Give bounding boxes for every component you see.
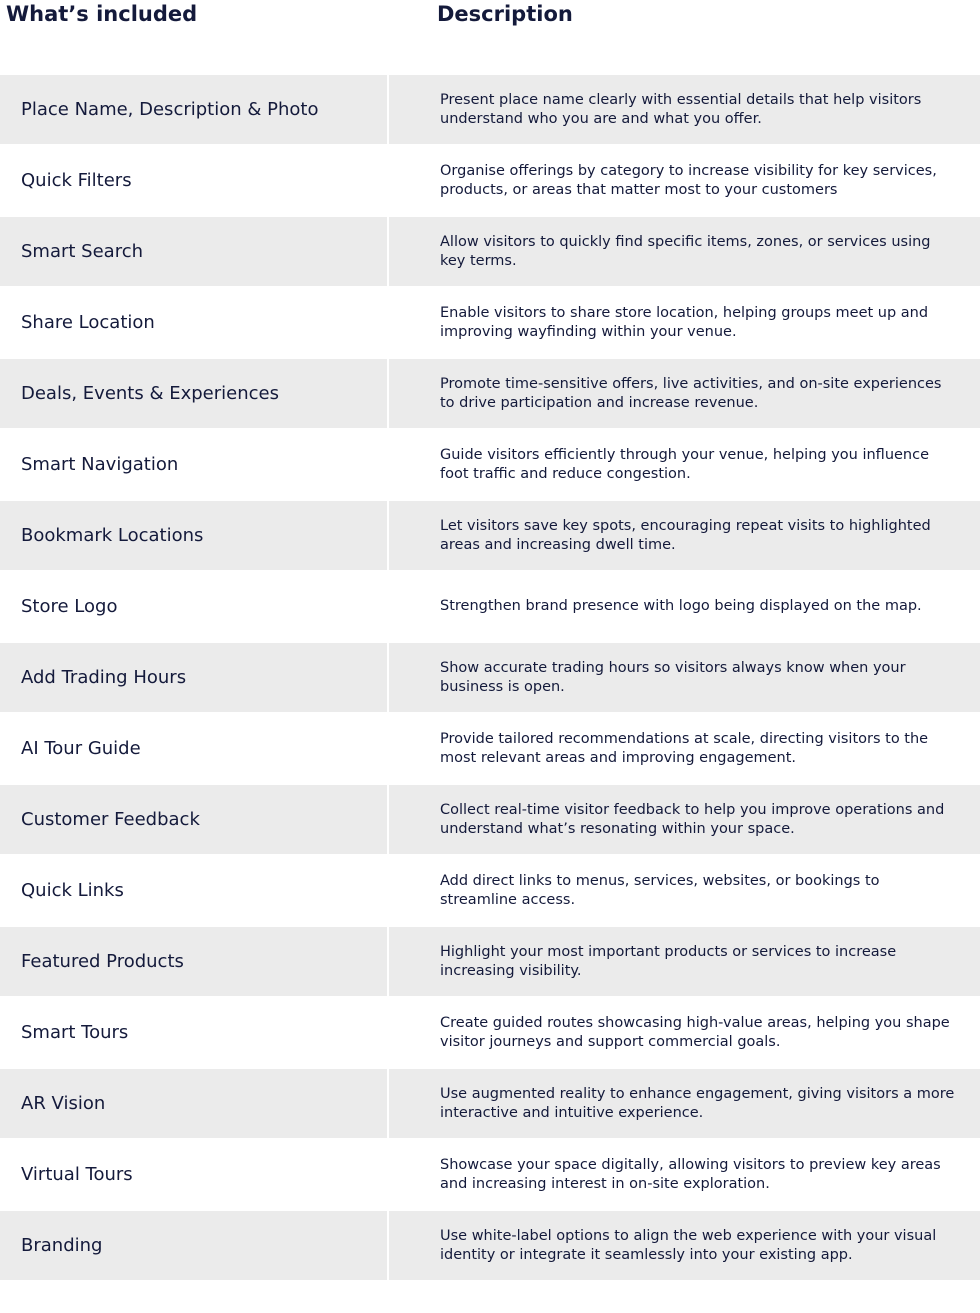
feature-name: Smart Search (21, 241, 144, 262)
feature-name: Store Logo (21, 596, 118, 617)
column-divider (387, 1211, 389, 1280)
column-header-description: Description (437, 2, 573, 26)
feature-name: Smart Tours (21, 1022, 129, 1043)
feature-description: Present place name clearly with essential details that help visitors understand who you are and what you offer. (440, 91, 922, 127)
column-divider (387, 643, 389, 712)
feature-name: Deals, Events & Experiences (21, 383, 279, 404)
table-row (0, 712, 980, 783)
feature-description: Use white-label options to align the web experience with your visual identity or integrate it seamlessly into your existing app. (440, 1227, 937, 1263)
column-divider (387, 288, 389, 357)
table-row (0, 1209, 980, 1280)
column-header-included: What’s included (6, 2, 198, 26)
table-row (0, 854, 980, 925)
table-row (0, 144, 980, 215)
feature-description: Create guided routes showcasing high-value areas, helping you shape visitor journeys and support commercial goals. (440, 1014, 950, 1050)
feature-name: Virtual Tours (21, 1164, 133, 1185)
table-row (0, 925, 980, 996)
column-divider (387, 785, 389, 854)
column-divider (387, 75, 389, 144)
column-divider (387, 430, 389, 499)
feature-description: Highlight your most important products or services to increase increasing visibility. (440, 943, 897, 979)
column-divider (387, 998, 389, 1067)
feature-name: Share Location (21, 312, 155, 333)
column-divider (387, 856, 389, 925)
column-divider (387, 146, 389, 215)
column-divider (387, 359, 389, 428)
feature-description: Provide tailored recommendations at scale, directing visitors to the most relevant areas and improving engagement. (440, 730, 929, 766)
table-row (0, 73, 980, 144)
feature-description: Add direct links to menus, services, websites, or bookings to streamline access. (440, 872, 880, 908)
feature-description: Showcase your space digitally, allowing visitors to preview key areas and increasing interest in on-site exploration. (440, 1156, 941, 1192)
feature-description: Use augmented reality to enhance engagement, giving visitors a more interactive and intuitive experience. (440, 1085, 955, 1121)
table-row (0, 783, 980, 854)
feature-name: Quick Filters (21, 170, 132, 191)
feature-description: Collect real-time visitor feedback to help you improve operations and understand what’s resonating within your space. (440, 801, 945, 837)
table-row (0, 357, 980, 428)
table-row (0, 641, 980, 712)
features-table (0, 73, 980, 1280)
feature-name: Customer Feedback (21, 809, 200, 830)
column-divider (387, 927, 389, 996)
feature-name: Quick Links (21, 880, 124, 901)
table-row (0, 286, 980, 357)
feature-description: Promote time-sensitive offers, live activities, and on-site experiences to drive participation and increase revenue. (440, 375, 942, 411)
feature-name: AR Vision (21, 1093, 106, 1114)
table-row (0, 215, 980, 286)
feature-description: Enable visitors to share store location, helping groups meet up and improving wayfinding within your venue. (440, 304, 929, 340)
table-row (0, 428, 980, 499)
table-row (0, 1067, 980, 1138)
table-row (0, 1138, 980, 1209)
column-divider (387, 714, 389, 783)
feature-name: Branding (21, 1235, 103, 1256)
table-header (0, 0, 980, 30)
column-divider (387, 217, 389, 286)
table-row (0, 499, 980, 570)
table-row (0, 996, 980, 1067)
feature-description: Show accurate trading hours so visitors always know when your business is open. (440, 659, 906, 695)
column-divider (387, 501, 389, 570)
feature-name: Place Name, Description & Photo (21, 99, 319, 120)
feature-description: Organise offerings by category to increase visibility for key services, products, or areas that matter most to your customers (440, 162, 937, 198)
column-divider (387, 1140, 389, 1209)
column-divider (387, 572, 389, 641)
feature-name: Bookmark Locations (21, 525, 204, 546)
feature-description: Strengthen brand presence with logo being displayed on the map. (440, 598, 922, 614)
feature-description: Allow visitors to quickly find specific items, zones, or services using key terms. (440, 233, 931, 269)
feature-description: Let visitors save key spots, encouraging repeat visits to highlighted areas and increasing dwell time. (440, 517, 931, 553)
feature-name: Add Trading Hours (21, 667, 187, 688)
table-row (0, 570, 980, 641)
column-divider (387, 1069, 389, 1138)
feature-name: Featured Products (21, 951, 184, 972)
feature-name: Smart Navigation (21, 454, 179, 475)
feature-name: AI Tour Guide (21, 738, 141, 759)
feature-description: Guide visitors efficiently through your venue, helping you influence foot traffic and reduce congestion. (440, 446, 930, 482)
